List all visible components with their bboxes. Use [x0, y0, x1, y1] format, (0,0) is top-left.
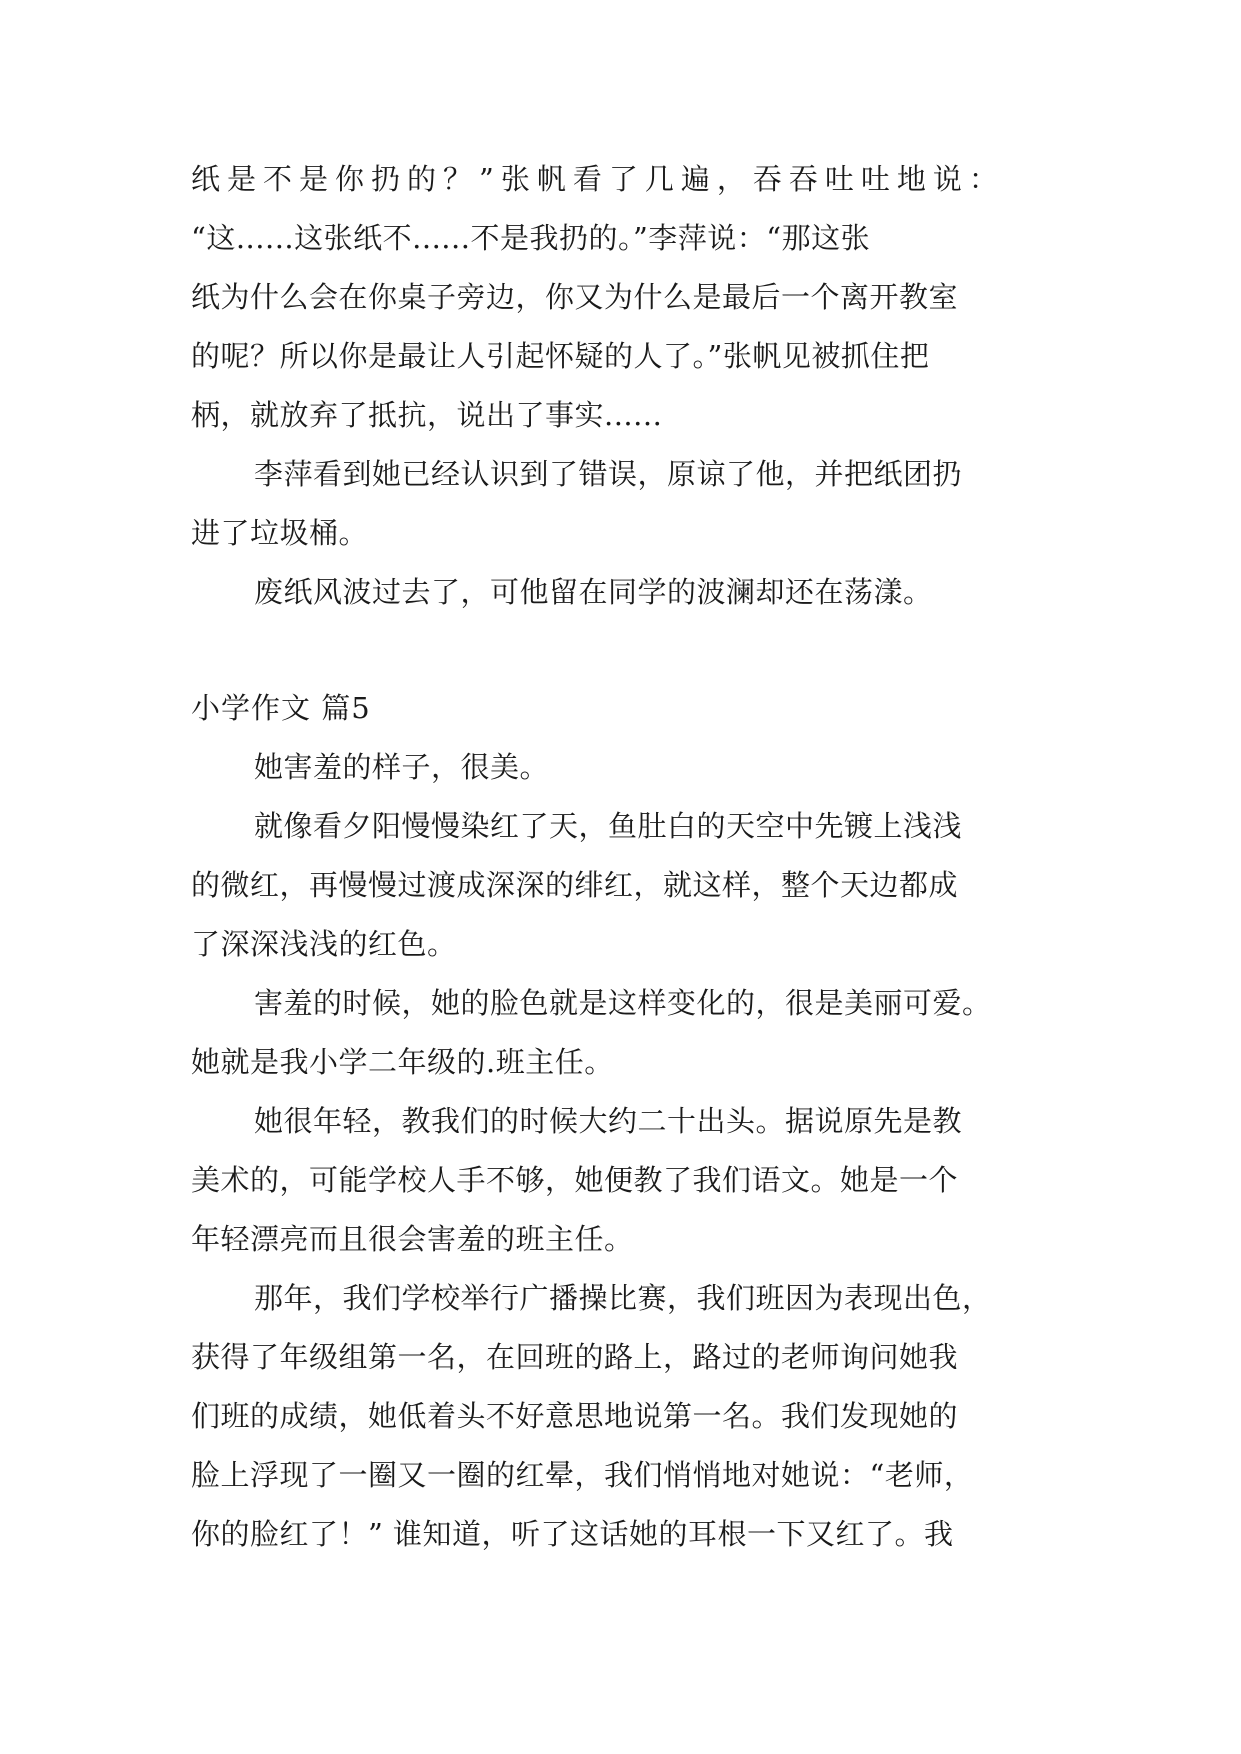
text-line: 美术的，可能学校人手不够，她便教了我们语文。她是一个 — [191, 1163, 959, 1197]
text-line: 你的脸红了！” 谁知道，听了这话她的耳根一下又红了。我 — [191, 1517, 954, 1551]
paragraph-first-line: 就像看夕阳慢慢染红了天，鱼肚白的天空中先镀上浅浅 — [254, 809, 963, 843]
text-line: 年轻漂亮而且很会害羞的班主任。 — [191, 1222, 634, 1256]
text-line: 获得了年级组第一名，在回班的路上，路过的老师询问她我 — [191, 1340, 959, 1374]
text-line: 脸上浮现了一圈又一圈的红晕，我们悄悄地对她说：“老师， — [191, 1458, 974, 1492]
text-line: 纸是不是你扔的？”张帆看了几遍，吞吞吐吐地说： — [191, 162, 1005, 196]
section-heading: 小学作文 篇5 — [191, 691, 371, 725]
paragraph-first-line: 她很年轻，教我们的时候大约二十出头。据说原先是教 — [254, 1104, 963, 1138]
text-line: 的呢？所以你是最让人引起怀疑的人了。”张帆见被抓住把 — [191, 339, 930, 373]
text-line: 纸为什么会在你桌子旁边，你又为什么是最后一个离开教室 — [191, 280, 959, 314]
paragraph-first-line: 李萍看到她已经认识到了错误，原谅了他，并把纸团扔 — [254, 457, 963, 491]
text-line: 她就是我小学二年级的.班主任。 — [191, 1045, 614, 1079]
paragraph-first-line: 她害羞的样子，很美。 — [254, 750, 550, 784]
text-line: 进了垃圾桶。 — [191, 516, 369, 550]
paragraph-first-line: 害羞的时候，她的脸色就是这样变化的，很是美丽可爱。 — [254, 986, 992, 1020]
text-line: 了深深浅浅的红色。 — [191, 927, 457, 961]
paragraph-first-line: 废纸风波过去了，可他留在同学的波澜却还在荡漾。 — [254, 575, 933, 609]
paragraph-first-line: 那年，我们学校举行广播操比赛，我们班因为表现出色， — [254, 1281, 992, 1315]
text-line: 们班的成绩，她低着头不好意思地说第一名。我们发现她的 — [191, 1399, 959, 1433]
text-line: 柄，就放弃了抵抗，说出了事实...... — [191, 398, 663, 432]
text-line: 的微红，再慢慢过渡成深深的绯红，就这样，整个天边都成 — [191, 868, 959, 902]
text-line: “这......这张纸不......不是我扔的。”李萍说：“那这张 — [191, 221, 871, 255]
